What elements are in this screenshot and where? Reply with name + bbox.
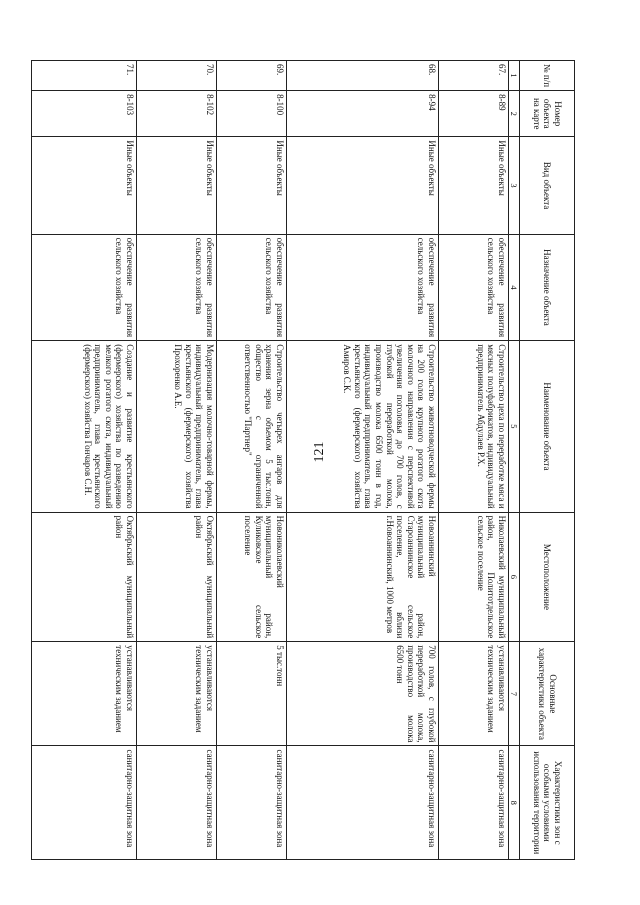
- col-number: 4: [508, 234, 519, 341]
- row-map-id: 8-103: [31, 91, 136, 137]
- table-row: [286, 61, 438, 860]
- row-kind: Иные объекты: [286, 137, 438, 234]
- row-purpose: обеспечение развития сельского хозяйства: [136, 234, 216, 341]
- col-number: 8: [508, 746, 519, 860]
- row-num: 71.: [31, 61, 136, 91]
- row-location: Октябрьский муниципальный район: [136, 512, 216, 642]
- row-kind: Иные объекты: [31, 137, 136, 234]
- row-location: Николаевский муниципальный район, Политотдельское сельское поселение: [438, 512, 508, 642]
- header-row: [520, 61, 575, 860]
- row-zones: санитарно-защитная зона: [136, 746, 216, 860]
- table-row: [216, 61, 286, 860]
- table-row: [438, 61, 508, 860]
- table-row: [136, 61, 216, 860]
- header-map-id: Номер объекта на карте: [520, 91, 575, 137]
- col-number: 7: [508, 642, 519, 746]
- row-location: Октябрьский муниципальный район: [31, 512, 136, 642]
- row-zones: санитарно-защитная зона: [438, 746, 508, 860]
- table-row: [31, 61, 136, 860]
- row-kind: Иные объекты: [136, 137, 216, 234]
- row-name: Модернизация молочно-товарной фермы, индивидуальный предприниматель, глава крестьянского (фермерского) хозяйства Прохоренко А.Е.: [136, 341, 216, 512]
- col-number: 1: [508, 61, 519, 91]
- row-name: Создание и развитие крестьянского (фермерского) хозяйства по разведению мелкого рогатого скота, индивидуальный предприниматель, глава крестьянского (фермерского) хозяйства Гончаров С.Н.: [31, 341, 136, 512]
- col-number: 6: [508, 512, 519, 642]
- col-number: 2: [508, 91, 519, 137]
- col-number: 3: [508, 137, 519, 234]
- rotated-table-wrapper: [31, 60, 575, 860]
- row-num: 69.: [216, 61, 286, 91]
- header-characteristics: Основные характеристики объекта: [520, 642, 575, 746]
- row-num: 67.: [438, 61, 508, 91]
- row-zones: санитарно-защитная зона: [31, 746, 136, 860]
- header-zones: Характеристики зон с особыми условиями использования территории: [520, 746, 575, 860]
- page-number: 121: [312, 441, 327, 463]
- row-map-id: 8-94: [286, 91, 438, 137]
- row-name: Строительство животноводческой фермы на 200 голов крупного рогатого скота молочного направления с перспективой увеличения поголовья до 700 голов, с глубокой переработкой молока, производство молока 6500 тонн в год, индивидуальный предприниматель, глава крестьянского (фермерского) хозяйства Амиров С.К.: [286, 341, 438, 512]
- objects-table: [31, 60, 575, 860]
- row-num: 68.: [286, 61, 438, 91]
- row-characteristics: устанавливаются техническим заданием: [31, 642, 136, 746]
- row-characteristics: 700 голов, с глубокой переработкой молока, производство молока 6500 тонн: [286, 642, 438, 746]
- row-map-id: 8-89: [438, 91, 508, 137]
- row-characteristics: устанавливаются техническим заданием: [438, 642, 508, 746]
- col-number: 5: [508, 341, 519, 512]
- row-purpose: обеспечение развития сельского хозяйства: [286, 234, 438, 341]
- column-numbers-row: [508, 61, 519, 860]
- row-location: Новониколаевский муниципальный район, Куликовское сельское поселение: [216, 512, 286, 642]
- row-kind: Иные объекты: [438, 137, 508, 234]
- row-name: Строительство четырех ангаров для хранения зерна объемом 5 тыс.тонн, общество с ограниченной ответственностью "Партнер": [216, 341, 286, 512]
- row-zones: санитарно-защитная зона: [216, 746, 286, 860]
- row-characteristics: 5 тыс.тонн: [216, 642, 286, 746]
- row-name: Строительство цеха по переработке мяса и мясных полуфабрикатов, индивидуальный предприниматель Абдулаев Р.Х.: [438, 341, 508, 512]
- row-purpose: обеспечение развития сельского хозяйства: [31, 234, 136, 341]
- row-purpose: обеспечение развития сельского хозяйства: [438, 234, 508, 341]
- header-name: Наименование объекта: [520, 341, 575, 512]
- row-location: Новоаннинский муниципальный район, Староаннинское сельское поселение, вблизи г.Новоаннинский, 1000 метров: [286, 512, 438, 642]
- row-map-id: 8-102: [136, 91, 216, 137]
- row-kind: Иные объекты: [216, 137, 286, 234]
- row-zones: санитарно-защитная зона: [286, 746, 438, 860]
- row-purpose: обеспечение развития сельского хозяйства: [216, 234, 286, 341]
- row-characteristics: устанавливаются техническим заданием: [136, 642, 216, 746]
- row-num: 70.: [136, 61, 216, 91]
- header-purpose: Назначение объекта: [520, 234, 575, 341]
- header-num: № п/п: [520, 61, 575, 91]
- header-kind: Вид объекта: [520, 137, 575, 234]
- row-map-id: 8-100: [216, 91, 286, 137]
- header-location: Местоположение: [520, 512, 575, 642]
